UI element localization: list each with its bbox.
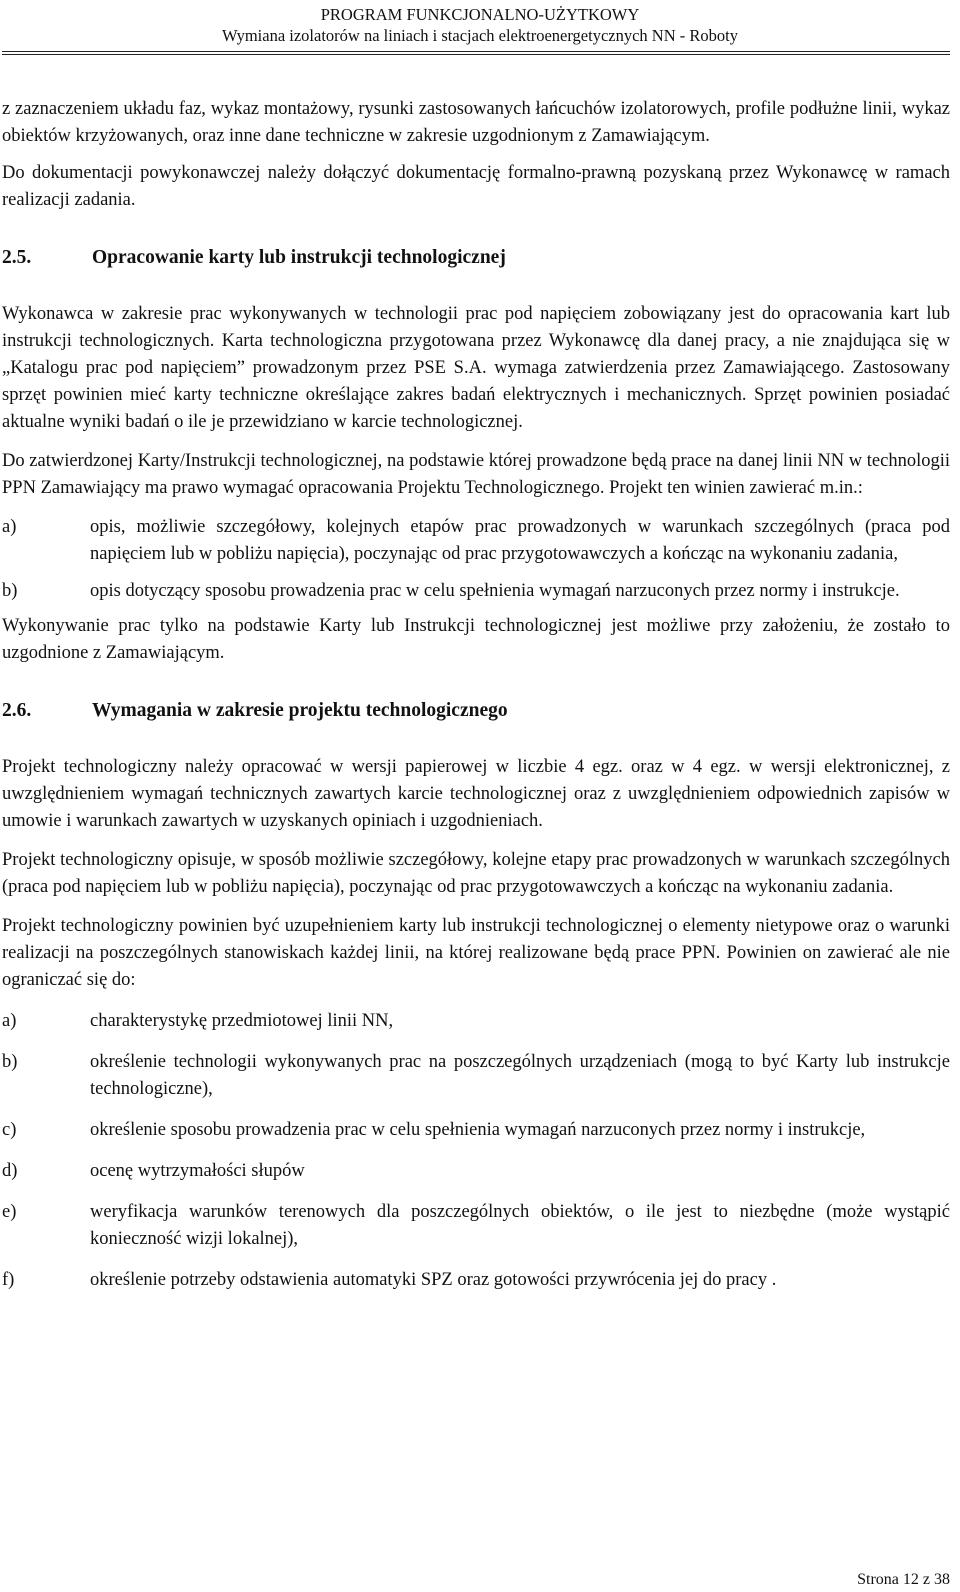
page-header [0,4,960,46]
paragraph: Do dokumentacji powykonawczej należy dołączyć dokumentację formalno-prawną pozyskaną przez Wykonawcę w ramach realizacji zadania. [2,163,950,210]
paragraph: Projekt technologiczny opisuje, w sposób możliwie szczegółowy, kolejne etapy prac prowadzonych w warunkach szczególnych (praca pod napięciem lub w pobliżu napięcia), poczynając od prac przygotowawczych a kończąc na wykonaniu zadania. [2,850,950,897]
list-item-text: opis, możliwie szczegółowy, kolejnych etapów prac prowadzonych w warunkach szczególnych (praca pod napięciem lub w pobliżu napięcia), poczynając od prac przygotowawczych a kończąc na wykonaniu zadania, [90,517,950,564]
list-item [2,1049,950,1103]
list-item-text: ocenę wytrzymałości słupów [90,1161,305,1181]
paragraph: Projekt technologiczny należy opracować w wersji papierowej w liczbie 4 egz. oraz w 4 egz. w wersji elektronicznej, z uwzględnieniem wymagań technicznych zawartych karcie technologicznej oraz z uwzględnieniem odpowiednich zapisów w umowie i warunkach zawartych w uzyskanych opiniach i uzgodnieniach. [2,757,950,831]
list-item [2,514,950,568]
list-item [2,1117,950,1144]
list-item-label: a) [2,517,17,537]
paragraph: Wykonawca w zakresie prac wykonywanych w technologii prac pod napięciem zobowiązany jest do opracowania kart lub instrukcji technologicznych. Karta technologiczna przygotowana przez Wykonawcę dla danej pracy, a nie znajdująca się w „Katalogu prac pod napięciem” prowadzonym przez PSE S.A. wymaga zatwierdzenia przez Zamawiającego. Zastosowany sprzęt powinien mieć karty techniczne określające zakres badań elektrycznych i mechanicznych. Sprzęt powinien posiadać aktualne wyniki badań o ile je przewidziano w karcie technologicznej. [2,304,950,432]
section-title: Wymagania w zakresie projektu technologicznego [92,700,508,721]
section-heading-2-5 [2,244,950,271]
list-item-text: określenie technologii wykonywanych prac na poszczególnych urządzeniach (mogą to być Karty lub instrukcje technologiczne), [90,1052,950,1099]
section-heading-2-6 [2,697,950,724]
list-item-text: określenie sposobu prowadzenia prac w celu spełnienia wymagań narzuconych przez normy i instrukcje, [90,1120,866,1140]
list-item-text: określenie potrzeby odstawienia automatyki SPZ oraz gotowości przywrócenia jej do pracy . [90,1270,777,1290]
list-item [2,1199,950,1253]
page-number: Strona 12 z 38 [857,1571,950,1588]
list-item-label: a) [2,1011,17,1031]
paragraph: Projekt technologiczny powinien być uzupełnieniem karty lub instrukcji technologicznej o elementy nietypowe oraz o warunki realizacji na poszczególnych stanowiskach każdej linii, na której realizowane będą prace PPN. Powinien on zawierać ale nie ograniczać się do: [2,916,950,990]
requirements-list [2,514,950,605]
list-item-label: b) [2,581,18,601]
paragraph: z zaznaczeniem układu faz, wykaz montażowy, rysunki zastosowanych łańcuchów izolatorowych, profile podłużne linii, wykaz obiektów krzyżowanych, oraz inne dane techniczne w zakresie uzgodnionym z Zamawiającym. [2,99,950,146]
header-divider [2,51,950,52]
list-item-label: c) [2,1120,17,1140]
list-item [2,1267,950,1294]
header-divider-thin [2,54,950,55]
list-item-label: b) [2,1052,18,1072]
paragraph: Wykonywanie prac tylko na podstawie Karty lub Instrukcji technologicznej jest możliwe przy założeniu, że zostało to uzgodnione z Zamawiającym. [2,616,950,663]
list-item-label: f) [2,1270,15,1290]
list-item-label: d) [2,1161,18,1181]
list-item-text: charakterystykę przedmiotowej linii NN, [90,1011,394,1031]
header-project-title: Wymiana izolatorów na liniach i stacjach elektroenergetycznych NN - Roboty [222,26,738,45]
page-body [2,96,950,1294]
paragraph: Do zatwierdzonej Karty/Instrukcji technologicznej, na podstawie której prowadzone będą prace na danej linii NN w technologii PPN Zamawiający ma prawo wymagać opracowania Projektu Technologicznego. Projekt ten winien zawierać m.in.: [2,451,950,498]
section-title: Opracowanie karty lub instrukcji technologicznej [92,247,506,268]
list-item [2,1158,950,1185]
list-item [2,578,950,605]
list-item-text: opis dotyczący sposobu prowadzenia prac w celu spełnienia wymagań narzuconych przez normy i instrukcje. [90,581,900,601]
section-number: 2.6. [2,700,32,721]
list-item-text: weryfikacja warunków terenowych dla poszczególnych obiektów, o ile jest to niezbędne (może wystąpić konieczność wizji lokalnej), [90,1202,950,1249]
list-item [2,1008,950,1035]
list-item-label: e) [2,1202,17,1222]
header-program-title: PROGRAM FUNKCJONALNO-UŻYTKOWY [320,5,640,24]
project-contents-list [2,1008,950,1294]
section-number: 2.5. [2,247,32,268]
